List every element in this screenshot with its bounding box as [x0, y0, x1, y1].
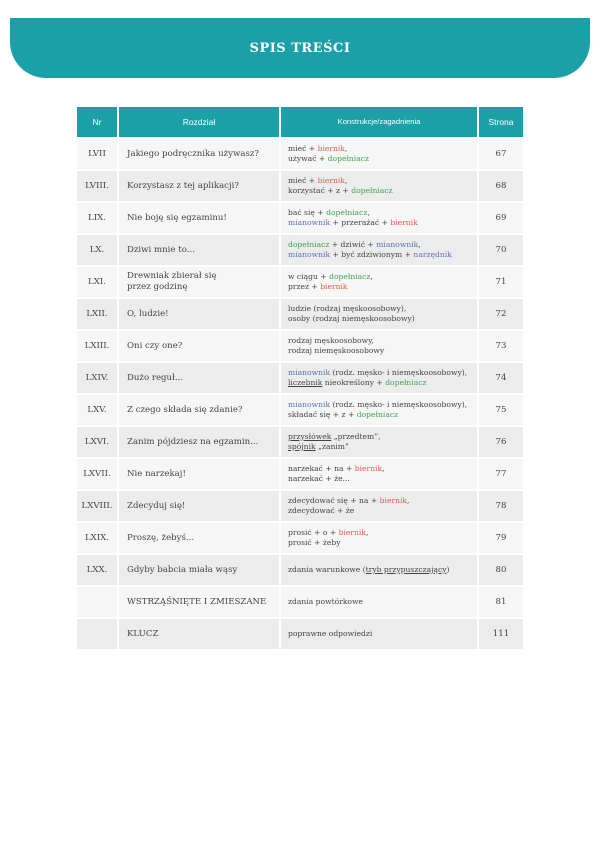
- table-row: [77, 299, 523, 331]
- topic-text: + dziwić +: [329, 239, 377, 249]
- topic-text: ,: [407, 495, 410, 505]
- topic-text: zdania warunkowe (: [288, 564, 366, 574]
- topic-text: bać się +: [288, 207, 327, 217]
- topic-text: zdecydować + że: [288, 506, 355, 515]
- chapter-title[interactable]: [119, 619, 281, 651]
- topic-line: [288, 565, 450, 576]
- page-number: 78: [479, 491, 523, 523]
- grammar-case-term: dopełniacz: [326, 207, 368, 217]
- table-row: [77, 171, 523, 203]
- chapter-number: LIX.: [77, 203, 119, 235]
- topic-line: [288, 538, 368, 549]
- chapter-title-line: Drewniak zbierał się: [127, 271, 217, 281]
- chapter-title[interactable]: [119, 427, 281, 459]
- chapter-title-line: Gdyby babcia miała wąsy: [127, 564, 238, 575]
- chapter-number: LXIX.: [77, 523, 119, 555]
- topic-text: poprawne odpowiedzi: [288, 628, 373, 638]
- chapter-number: LXV.: [77, 395, 119, 427]
- topic-line: [288, 304, 415, 315]
- table-row: [77, 619, 523, 651]
- table-row: [77, 395, 523, 427]
- chapter-title[interactable]: [119, 491, 281, 523]
- chapter-topics: [281, 267, 479, 299]
- chapter-topics: [281, 235, 479, 267]
- topic-text: rodzaj męskoosobowy,: [288, 335, 374, 345]
- page-title: SPIS TREŚCI: [249, 40, 351, 56]
- topic-text: ,: [418, 239, 421, 249]
- page-number: 79: [479, 523, 523, 555]
- table-of-contents: [77, 107, 523, 651]
- topic-line: [288, 186, 393, 197]
- topic-text: rodzaj niemęskoosobowy: [288, 346, 385, 355]
- grammar-case-term: dopełniacz: [329, 271, 371, 281]
- chapter-topics: [281, 523, 479, 555]
- topic-text: + przerażać +: [330, 218, 391, 227]
- column-header-page: Strona: [479, 107, 523, 139]
- chapter-number: LXI.: [77, 267, 119, 299]
- grammar-case-term: dopełniacz: [356, 410, 399, 419]
- topic-line: [288, 240, 452, 251]
- topic-line: [288, 506, 409, 517]
- grammar-case-term: biernik: [379, 495, 407, 505]
- chapter-topics: [281, 299, 479, 331]
- topic-line: [288, 597, 363, 608]
- page-number: 73: [479, 331, 523, 363]
- topic-text: przez +: [288, 282, 321, 291]
- topic-text: nieokreślony +: [322, 378, 386, 387]
- chapter-title-line: Z czego składa się zdanie?: [127, 404, 243, 415]
- chapter-title[interactable]: [119, 139, 281, 171]
- chapter-number: LVIII.: [77, 171, 119, 203]
- chapter-title[interactable]: [119, 587, 281, 619]
- chapter-title-line: Jakiego podręcznika używasz?: [127, 148, 260, 159]
- topic-text: korzystać + z +: [288, 186, 352, 195]
- chapter-topics: [281, 171, 479, 203]
- chapter-topics: [281, 331, 479, 363]
- chapter-number: LXIV.: [77, 363, 119, 395]
- chapter-number: LXX.: [77, 555, 119, 587]
- topic-line: [288, 432, 381, 443]
- chapter-title-line: KLUCZ: [127, 628, 159, 639]
- table-row: [77, 555, 523, 587]
- topic-text: ,: [344, 175, 348, 185]
- column-header-chapter: Rozdział: [119, 107, 281, 139]
- topic-text: narzekać + że...: [288, 474, 350, 483]
- topic-text: przysłówek: [288, 431, 332, 441]
- chapter-topics: [281, 395, 479, 427]
- grammar-case-term: narzędnik: [413, 250, 452, 259]
- table-row: [77, 491, 523, 523]
- chapter-topics: [281, 555, 479, 587]
- page-number: 71: [479, 267, 523, 299]
- chapter-title[interactable]: [119, 267, 281, 299]
- topic-text: ,: [344, 143, 348, 153]
- page-number: 75: [479, 395, 523, 427]
- grammar-case-term: dopełniacz: [385, 378, 427, 387]
- grammar-case-term: mianownik: [376, 239, 419, 249]
- topic-line: [288, 629, 372, 640]
- chapter-number: [77, 619, 119, 651]
- grammar-case-term: dopełniacz: [351, 186, 393, 195]
- page-number: 81: [479, 587, 523, 619]
- table-row: [77, 235, 523, 267]
- chapter-title[interactable]: [119, 363, 281, 395]
- grammar-case-term: mianownik: [288, 218, 331, 227]
- chapter-topics: [281, 619, 479, 651]
- page-number: 74: [479, 363, 523, 395]
- grammar-case-term: mianownik: [288, 399, 331, 409]
- topic-line: [288, 250, 452, 261]
- page-number: 69: [479, 203, 523, 235]
- chapter-number: LX.: [77, 235, 119, 267]
- topic-text: ,: [382, 463, 385, 473]
- topic-text: (rodz. męsko- i niemęskoosobowy),: [330, 367, 468, 377]
- chapter-topics: [281, 459, 479, 491]
- grammar-case-term: biernik: [338, 527, 366, 537]
- topic-line: [288, 144, 369, 155]
- chapter-number: LXVI.: [77, 427, 119, 459]
- chapter-title-line: Nie narzekaj!: [127, 468, 186, 479]
- topic-line: [288, 154, 369, 165]
- topic-line: [288, 442, 381, 453]
- topic-text: (rodz. męsko- i niemęskoosobowy),: [330, 399, 468, 409]
- page-number: 72: [479, 299, 523, 331]
- chapter-title-line: Oni czy one?: [127, 340, 183, 351]
- topic-text: prosić + o +: [288, 527, 339, 537]
- chapter-topics: [281, 587, 479, 619]
- chapter-title-line: O, ludzie!: [127, 308, 169, 319]
- topic-text: osoby (rodzaj niemęskoosobowy): [288, 314, 415, 323]
- topic-line: [288, 176, 393, 187]
- topic-text: mieć +: [288, 175, 318, 185]
- chapter-title[interactable]: [119, 555, 281, 587]
- table-row: [77, 363, 523, 395]
- topic-text: narzekać + na +: [288, 463, 355, 473]
- page-number: 68: [479, 171, 523, 203]
- chapter-title-line: Nie boję się egzaminu!: [127, 212, 227, 223]
- topic-line: [288, 474, 385, 485]
- chapter-topics: [281, 427, 479, 459]
- topic-line: [288, 346, 384, 357]
- topic-text: liczebnik: [288, 378, 323, 387]
- topic-text: tryb przypuszczający: [365, 564, 447, 574]
- table-row: [77, 203, 523, 235]
- table-row: [77, 587, 523, 619]
- topic-line: [288, 218, 418, 229]
- page-number: 67: [479, 139, 523, 171]
- table-row: [77, 523, 523, 555]
- topic-text: + być zdziwionym +: [330, 250, 414, 259]
- page-number: 76: [479, 427, 523, 459]
- column-header-nr: Nr: [77, 107, 119, 139]
- table-body: [77, 139, 523, 651]
- table-row: [77, 139, 523, 171]
- table-row: [77, 267, 523, 299]
- grammar-case-term: biernik: [354, 463, 383, 473]
- grammar-case-term: biernik: [320, 282, 348, 291]
- topic-text: mieć +: [288, 143, 318, 153]
- chapter-number: LXVIII.: [77, 491, 119, 523]
- chapter-topics: [281, 139, 479, 171]
- chapter-title-line: Zanim pójdziesz na egzamin...: [127, 436, 259, 447]
- page-number: 80: [479, 555, 523, 587]
- topic-text: ,: [370, 271, 373, 281]
- chapter-topics: [281, 203, 479, 235]
- grammar-case-term: mianownik: [288, 367, 331, 377]
- chapter-number: LXII.: [77, 299, 119, 331]
- topic-text: zdecydować się + na +: [288, 495, 380, 505]
- topic-line: [288, 314, 415, 325]
- topic-text: ,: [367, 207, 370, 217]
- chapter-title[interactable]: [119, 299, 281, 331]
- topic-line: [288, 368, 467, 379]
- grammar-case-term: dopełniacz: [327, 154, 370, 163]
- topic-line: [288, 378, 467, 389]
- chapter-title-line: Dziwi mnie to...: [127, 244, 195, 255]
- topic-text: ,: [365, 527, 369, 537]
- chapter-topics: [281, 363, 479, 395]
- column-header-topics: Konstrukcje/zagadnienia: [281, 107, 479, 139]
- chapter-title[interactable]: [119, 331, 281, 363]
- header-banner: [10, 18, 590, 78]
- topic-line: [288, 410, 467, 421]
- topic-line: [288, 496, 409, 507]
- table-row: [77, 331, 523, 363]
- topic-line: [288, 528, 368, 539]
- chapter-title[interactable]: [119, 171, 281, 203]
- chapter-title-line: Dużo reguł...: [127, 372, 184, 383]
- chapter-number: LXVII.: [77, 459, 119, 491]
- topic-text: spójnik: [288, 442, 316, 451]
- chapter-number: LVII: [77, 139, 119, 171]
- page-number: 70: [479, 235, 523, 267]
- chapter-title[interactable]: [119, 235, 281, 267]
- topic-line: [288, 336, 384, 347]
- chapter-title-line: WSTRZĄŚNIĘTE I ZMIESZANE: [127, 596, 267, 607]
- grammar-case-term: mianownik: [288, 250, 331, 259]
- grammar-case-term: biernik: [317, 143, 345, 153]
- topic-text: ludzie (rodzaj męskoosobowy),: [288, 303, 407, 313]
- chapter-number: [77, 587, 119, 619]
- chapter-title-line: Korzystasz z tej aplikacji?: [127, 180, 239, 191]
- topic-text: ): [446, 564, 450, 574]
- topic-text: zdania powtórkowe: [288, 596, 364, 606]
- table-row: [77, 427, 523, 459]
- topic-line: [288, 208, 418, 219]
- topic-line: [288, 464, 385, 475]
- topic-line: [288, 400, 467, 411]
- topic-text: używać +: [288, 154, 328, 163]
- chapter-title-line: Proszę, żebyś...: [127, 532, 195, 543]
- topic-text: w ciągu +: [288, 271, 330, 281]
- chapter-title[interactable]: [119, 203, 281, 235]
- grammar-case-term: biernik: [317, 175, 345, 185]
- topic-line: [288, 272, 373, 283]
- chapter-title[interactable]: [119, 395, 281, 427]
- table-row: [77, 459, 523, 491]
- topic-text: prosić + żeby: [288, 538, 341, 547]
- chapter-title-line: Zdecyduj się!: [127, 500, 186, 511]
- topic-text: składać się + z +: [288, 410, 357, 419]
- page-number: 111: [479, 619, 523, 651]
- topic-line: [288, 282, 373, 293]
- grammar-case-term: dopełniacz: [288, 239, 330, 249]
- topic-text: „zanim”: [315, 442, 349, 451]
- chapter-title[interactable]: [119, 523, 281, 555]
- grammar-case-term: biernik: [390, 218, 418, 227]
- chapter-title-line: przez godzinę: [127, 282, 188, 292]
- page-number: 77: [479, 459, 523, 491]
- chapter-topics: [281, 491, 479, 523]
- topic-text: „przedtem”,: [331, 431, 381, 441]
- table-header-row: [77, 107, 523, 139]
- chapter-number: LXIII.: [77, 331, 119, 363]
- chapter-title[interactable]: [119, 459, 281, 491]
